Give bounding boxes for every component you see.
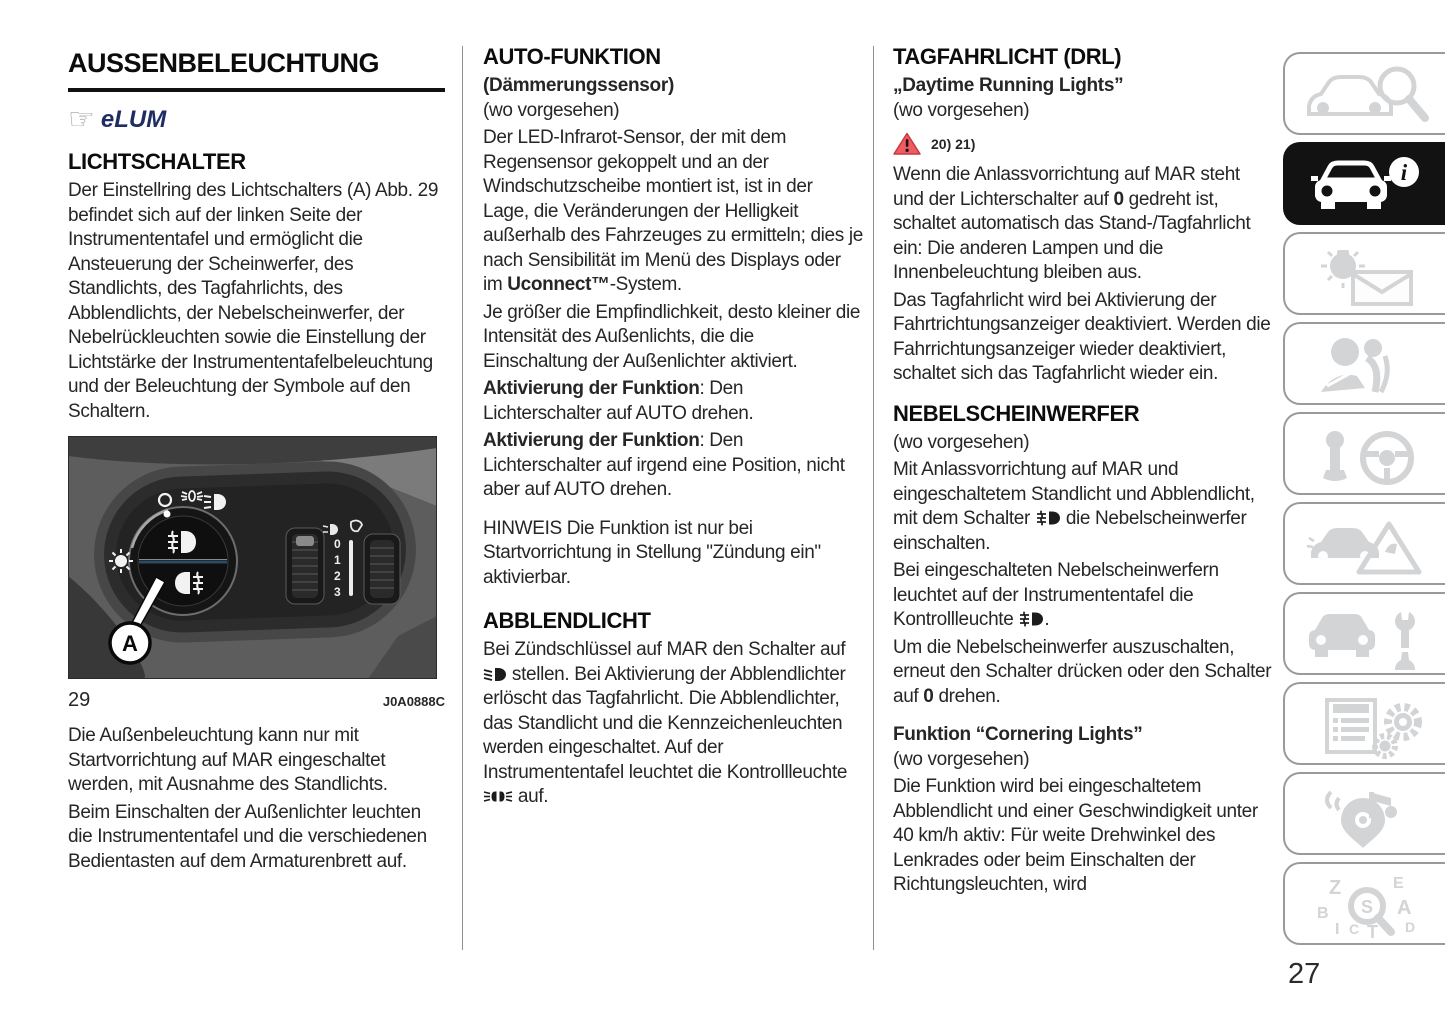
sidebar-tab-technical-data[interactable]: [1283, 682, 1445, 765]
brightness-symbol: [109, 549, 133, 573]
uconnect-label: Uconnect™: [507, 274, 610, 295]
dial-headlight-symbol: [204, 494, 226, 510]
column-middle: [483, 44, 863, 813]
svg-text:S: S: [1360, 897, 1374, 917]
sidebar-tab-vehicle-overview[interactable]: [1283, 52, 1445, 135]
warning-row: [893, 132, 1275, 156]
elum-label: eLUM: [100, 106, 167, 133]
svg-text:C: C: [1349, 921, 1360, 937]
paragraph: Das Tagfahrlicht wird bei Aktivierung der Fahrtrichtungsanzeiger deaktiviert. Werden die Fahrrichtungsanzeiger wieder deaktiviert, schaltet sich das Tagfahrlicht wieder ein.: [893, 289, 1271, 384]
letters-magnifier-icon: [1301, 870, 1441, 940]
paragraph: Die Außenbeleuchtung kann nur mit Startvorrichtung auf MAR eingeschaltet werden, mit Ausnahme des Standlichts.: [68, 725, 388, 795]
sidebar-tab-multimedia[interactable]: [1283, 772, 1445, 855]
paragraph: Bei eingeschalteten Nebelscheinwerfern leuchtet auf der Instrumententafel die Kontrollleuchte .: [893, 560, 1219, 630]
paragraph: Aktivierung der Funktion: Den Lichterschalter auf irgend eine Position, nicht aber auf AUTO drehen.: [483, 430, 845, 500]
svg-text:A: A: [1397, 897, 1412, 919]
car-warning-triangle-icon: [1301, 510, 1441, 580]
paragraph: Bei Zündschlüssel auf MAR den Schalter auf stellen. Bei Aktivierung der Abblendlichter erlöscht das Tagfahrlicht. Die Abblendlichter, das Standlicht und die Kennzeichenleuchten werden eingeschaltet. Auf der Instrumententafel leuchtet die Kontrollleuchte auf.: [483, 639, 848, 807]
provided-note: (wo vorgesehen): [893, 748, 1030, 770]
paragraph: Aktivierung der Funktion: Den Lichterschalter auf AUTO drehen.: [483, 378, 754, 424]
paragraph: Der LED-Infrarot-Sensor, der mit dem Regensensor gekoppelt und an der Windschutzscheibe montiert ist, ist in der Lage, die Veränderungen der Helligkeit außerhalb des Fahrzeuges zu ermitteln; dies je nach Sensibilität im Menü des Displays oder im Uconnect™-System.: [483, 127, 863, 295]
elum-logo: [68, 105, 445, 135]
light-switch-photo: [68, 436, 437, 679]
parking-light-icon: [483, 789, 513, 804]
svg-text:D: D: [1405, 919, 1416, 935]
provided-note: (wo vorgesehen): [893, 431, 1030, 453]
figure-number: 29: [68, 689, 91, 711]
front-fog-light-icon: [1018, 611, 1044, 627]
dial-number: 2: [334, 569, 341, 583]
pointing-hand-icon: ☞: [68, 103, 95, 136]
leveling-thumbwheel: [364, 534, 400, 604]
page-number: 27: [1288, 958, 1321, 990]
section-heading-lichtschalter: LICHTSCHALTER: [68, 149, 246, 174]
svg-text:I: I: [1335, 921, 1340, 938]
figure-light-switch: [68, 436, 445, 712]
svg-text:T: T: [1367, 922, 1378, 940]
provided-note: (wo vorgesehen): [893, 99, 1030, 121]
music-pin-icon: [1301, 780, 1441, 850]
paragraph: Je größer die Empfindlichkeit, desto kleiner die Intensität des Außenlichts, die die Einschaltung der Außenlichter aktiviert.: [483, 301, 861, 372]
paragraph: Mit Anlassvorrichtung auf MAR und eingeschaltetem Standlicht und Abblendlicht, mit dem Schalter die Nebelscheinwerfer einschalten.: [893, 459, 1255, 554]
svg-text:B: B: [1317, 905, 1329, 922]
note-paragraph: HINWEIS Die Funktion ist nur bei Startvorrichtung in Stellung "Zündung ein" aktivierbar.: [483, 517, 821, 588]
column-divider: [462, 46, 463, 950]
lamp-envelope-icon: [1301, 240, 1441, 310]
sidebar-tab-warning-lights[interactable]: [1283, 232, 1445, 315]
paragraph: Um die Nebelscheinwerfer auszuschalten, erneut den Schalter drücken oder den Schalter auf 0 drehen.: [893, 636, 1272, 707]
car-wrench-icon: [1301, 600, 1441, 670]
column-left: [68, 48, 445, 877]
section-heading-nebelscheinwerfer: NEBELSCHEINWERFER: [893, 400, 1140, 426]
figure-code: J0A0888C: [382, 694, 445, 709]
dial-number: 0: [334, 537, 341, 551]
low-beam-icon: [483, 667, 507, 682]
car-magnifier-icon: [1301, 60, 1441, 130]
sidebar-tab-emergency[interactable]: [1283, 502, 1445, 585]
airbag-person-icon: [1301, 330, 1441, 400]
dial-number: 3: [334, 585, 341, 599]
lichtschalter-paragraph: Der Einstellring des Lichtschalters (A) Abb. 29 befindet sich auf der linken Seite der Instrumententafel und ermöglicht die Ansteuerung der Scheinwerfer, des Standlichts, des Tagfahrlichts, des Abblendlichts, der Nebelscheinwerfer, der Nebelrückleuchten sowie die Einstellung der Lichtstärke der Instrumententafelbeleuchtung und der Beleuchtung der Symbole auf den Schaltern.: [68, 180, 439, 422]
section-heading-tagfahrlicht: TAGFAHRLICHT (DRL): [893, 44, 1122, 69]
dial-number: 1: [334, 553, 341, 567]
figure-caption: [68, 689, 445, 712]
paragraph: Die Funktion wird bei eingeschaltetem Abblendlicht und einer Geschwindigkeit unter 40 km/h aktiv: Für weite Drehwinkel des Lenkrades oder beim Einschalten der Richtungsleuchten, wird: [893, 776, 1258, 895]
warning-triangle-icon: [893, 132, 921, 156]
sidebar-tab-safety[interactable]: [1283, 322, 1445, 405]
subheading: (Dämmerungssensor): [483, 75, 674, 96]
sidebar-tab-starting-driving[interactable]: [1283, 412, 1445, 495]
subheading: „Daytime Running Lights”: [893, 75, 1124, 96]
column-right: [893, 44, 1275, 901]
sidebar-tab-maintenance[interactable]: [1283, 592, 1445, 675]
section-heading-auto-funktion: AUTO-FUNKTION: [483, 44, 661, 69]
sidebar-tab-vehicle-info[interactable]: [1283, 142, 1445, 225]
front-fog-light-icon: [1035, 510, 1061, 526]
provided-note: (wo vorgesehen): [483, 99, 620, 121]
car-info-icon: [1301, 150, 1441, 220]
svg-text:i: i: [1400, 160, 1408, 185]
page-title: AUSSENBELEUCHTUNG: [68, 48, 445, 92]
sidebar-tab-index[interactable]: [1283, 862, 1445, 945]
list-gears-icon: [1301, 690, 1441, 760]
paragraph: Wenn die Anlassvorrichtung auf MAR steht und der Lichterschalter auf 0 gedreht ist, schaltet automatisch das Stand-/Tagfahrlicht ein: Die anderen Lampen und die Innenbeleuchtung bleiben aus.: [893, 164, 1251, 283]
key-steering-icon: [1301, 420, 1441, 490]
column-divider: [873, 46, 874, 950]
paragraph: Beim Einschalten der Außenlichter leuchten die Instrumententafel und die verschiedenen Bedientasten auf dem Armaturenbrett auf.: [68, 801, 427, 872]
dimmer-thumbwheel: [286, 528, 324, 604]
warning-references: 20) 21): [931, 136, 976, 152]
svg-text:Z: Z: [1329, 877, 1342, 899]
subheading-cornering: Funktion “Cornering Lights”: [893, 724, 1143, 745]
callout-label: A: [122, 631, 138, 656]
section-heading-abblendlicht: ABBLENDLICHT: [483, 608, 651, 633]
svg-text:E: E: [1393, 875, 1404, 892]
